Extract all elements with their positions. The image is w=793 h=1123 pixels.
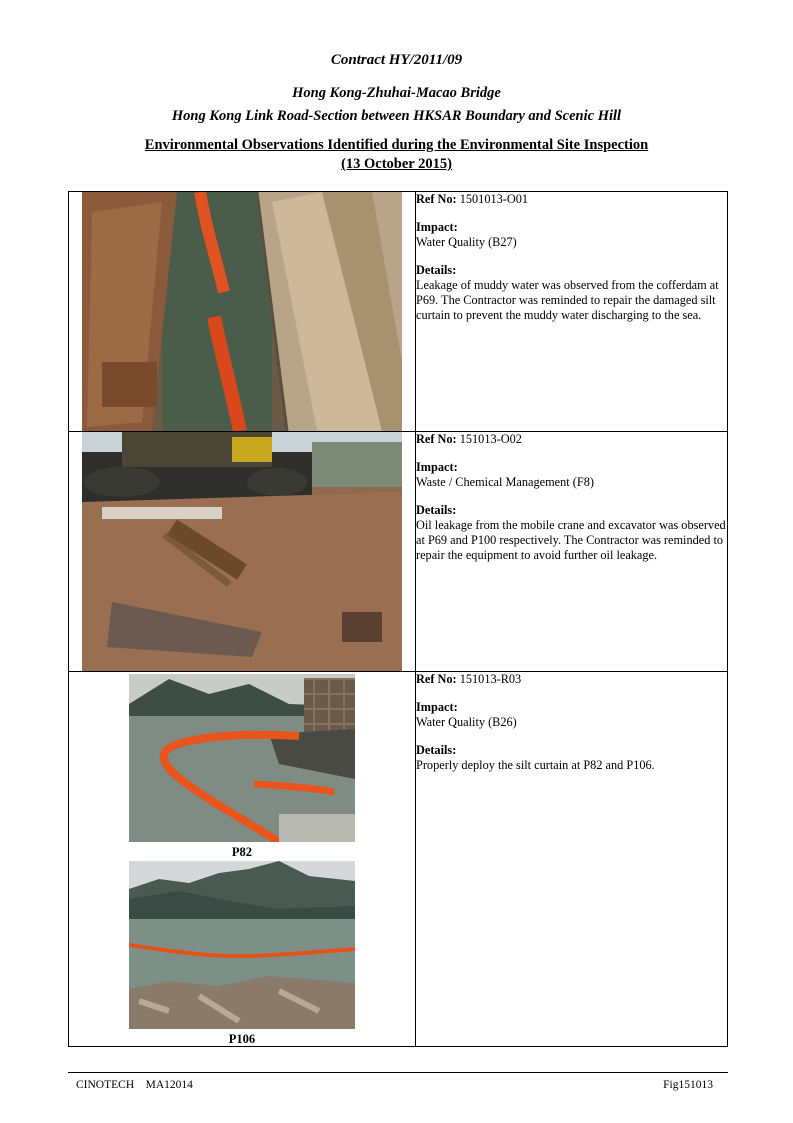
cofferdam-photo [82, 192, 402, 431]
figure-number: Fig151013 [663, 1079, 713, 1091]
observation-info [416, 432, 728, 672]
ref-number: 151013-R03 [459, 672, 522, 686]
crane-deck-photo [82, 432, 402, 671]
observation-info [416, 672, 728, 1047]
contract-title: Contract HY/2011/09 [330, 52, 463, 68]
impact-value: Water Quality (B26) [416, 715, 517, 729]
photo-caption: P106 [228, 1032, 256, 1046]
footer-company [76, 1079, 193, 1091]
details-text: Oil leakage from the mobile crane and excavator was observed at P69 and P100 respectively. The Contractor was reminded to repair the equipment to avoid further oil leakage. [416, 518, 726, 562]
ref-label: Ref No: [416, 672, 457, 686]
photo-caption: P82 [231, 845, 253, 859]
details-label: Details: [416, 503, 457, 517]
silt-curtain-photo-p82 [129, 674, 355, 842]
details-text: Leakage of muddy water was observed from the cofferdam at P69. The Contractor was reminded to repair the damaged silt curtain to prevent the muddy water discharging to the sea. [416, 278, 719, 322]
observations-title: Environmental Observations Identified during the Environmental Site Inspection [144, 137, 649, 153]
table-row [69, 672, 728, 1047]
impact-label: Impact: [416, 700, 458, 714]
footer-divider [68, 1072, 728, 1073]
observations-table [68, 191, 728, 1047]
table-row [69, 192, 728, 432]
project-title: Hong Kong-Zhuhai-Macao Bridge [292, 85, 501, 101]
ref-number: 1501013-O01 [459, 192, 529, 206]
impact-value: Water Quality (B27) [416, 235, 517, 249]
photo-cell [69, 672, 416, 1047]
report-ref: MA12014 [145, 1079, 193, 1091]
impact-label: Impact: [416, 460, 458, 474]
photo-cell [69, 432, 416, 672]
observation-info [416, 192, 728, 432]
inspection-date: (13 October 2015) [341, 156, 452, 172]
details-label: Details: [416, 263, 457, 277]
ref-number: 151013-O02 [459, 432, 522, 446]
ref-label: Ref No: [416, 432, 457, 446]
silt-curtain-photo-p106 [129, 861, 355, 1029]
ref-label: Ref No: [416, 192, 457, 206]
impact-label: Impact: [416, 220, 458, 234]
section-title: Hong Kong Link Road-Section between HKSAR Boundary and Scenic Hill [171, 108, 622, 124]
company-name: CINOTECH [76, 1079, 135, 1091]
details-text: Properly deploy the silt curtain at P82 and P106. [416, 758, 655, 772]
photo-cell [69, 192, 416, 432]
impact-value: Waste / Chemical Management (F8) [416, 475, 594, 489]
details-label: Details: [416, 743, 457, 757]
table-row [69, 432, 728, 672]
